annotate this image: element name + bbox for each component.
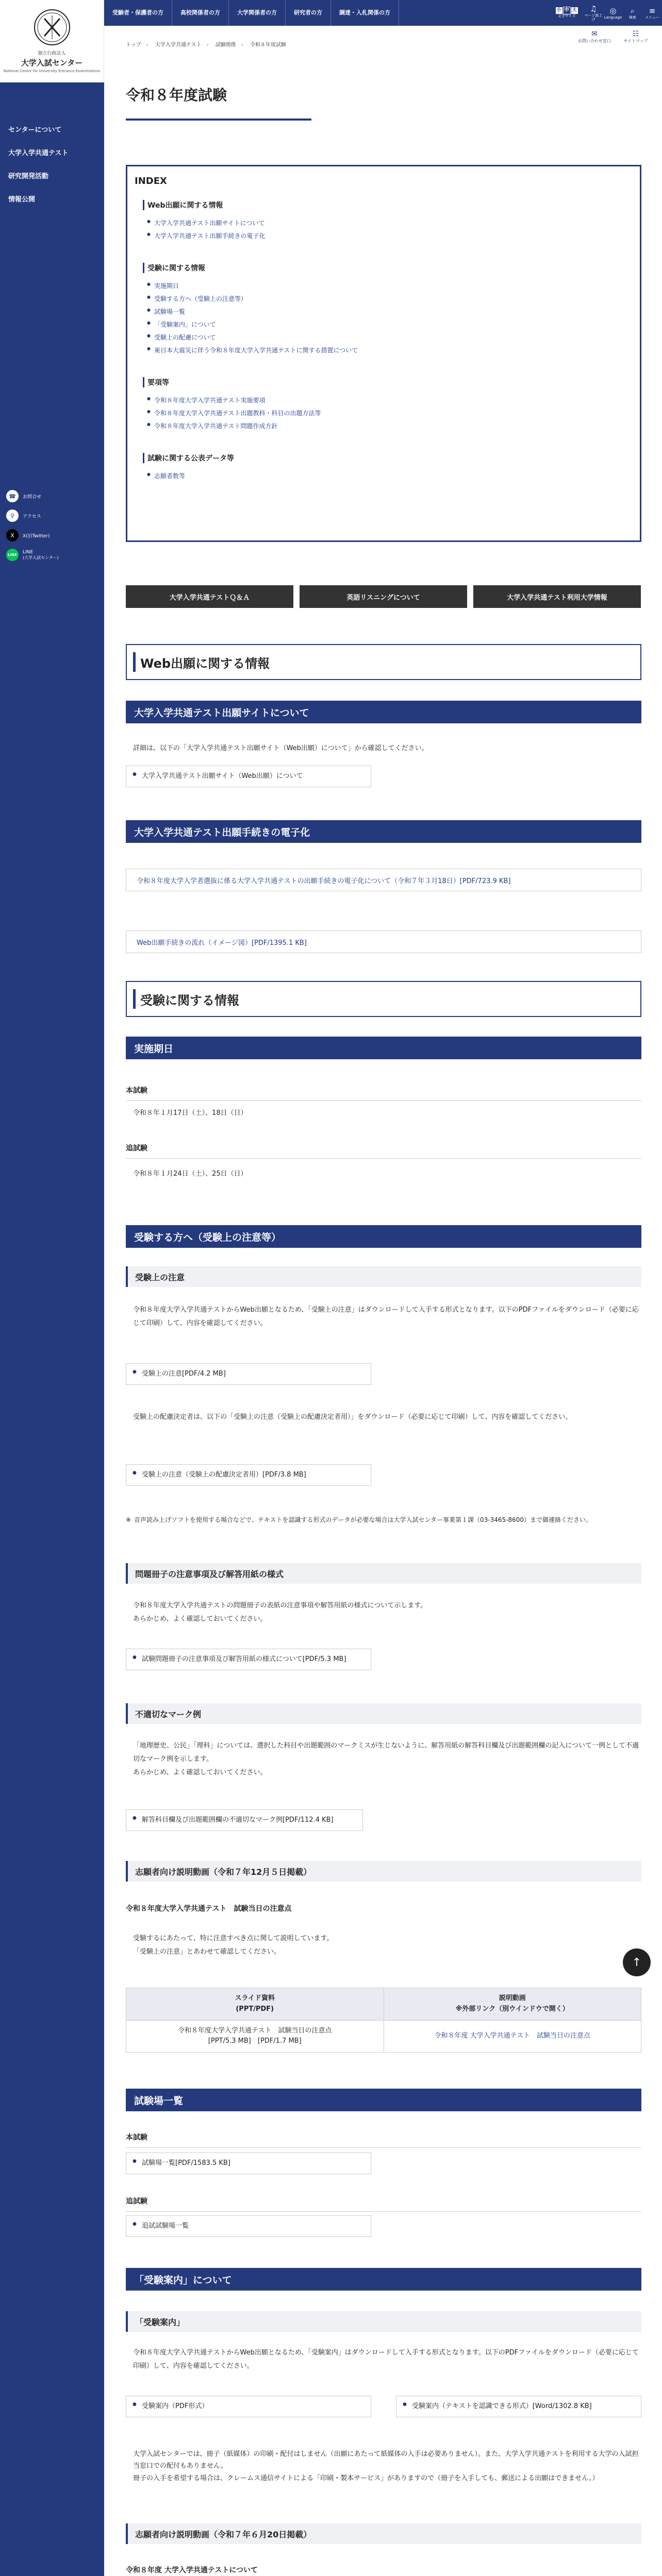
- font-size-mid-button[interactable]: 中: [564, 8, 569, 13]
- index-group-title: Web出願に関する情報: [143, 200, 633, 210]
- venue-main-pdf-link[interactable]: ● 試験場一覧[PDF/1583.5 KB]: [126, 2153, 371, 2174]
- guide-text: 令和８年度大学入学共通テストからWeb出願となるため、「受験案内」はダウンロードして入手する形式となります。以下のPDFファイルをダウンロード（必要に応じて印刷）して、内容を確認してください。: [133, 2349, 639, 2370]
- font-size-label: 文字サイズ: [557, 14, 576, 19]
- sidebar-item-common-test[interactable]: 大学入学共通テスト: [8, 149, 69, 157]
- e-procedure-pdf-link[interactable]: 令和８年度大学入学者選抜に係る大学入学共通テストの出願手続きの電子化について（令和７年３月18日）[PDF/723.9 KB]: [126, 869, 641, 891]
- index-link[interactable]: ● 試験場一覧: [143, 305, 633, 318]
- guide-text-2: 大学入試センターでは、冊子（紙媒体）の印刷・配付はしません（出願にあたって紙媒体の入手は必要ありません）。また、大学入学共通テストを利用する大学の入試担当窓口での配付もありません。 冊子の入手を希望する場合は、クレームス通信サイトによる「印刷・製本サービス」がありますので（冊子を入手しても、郵送による出願はできません。）: [133, 2450, 639, 2482]
- line-logo-icon: LINE: [6, 549, 19, 561]
- guide-video-title: 令和８年度 大学入学共通テストについて: [126, 2566, 258, 2574]
- universities-button[interactable]: 大学入学共通テスト利用大学情報: [473, 585, 641, 608]
- hamburger-icon: ≡: [649, 6, 656, 15]
- notice-text-1: 令和８年度大学入学共通テストからWeb出願となるため、「受験上の注意」はダウンロードして入手する形式となります。以下のPDFファイルをダウンロード（必要に応じて印刷）して、内容を確認してください。: [133, 1306, 639, 1327]
- logo-emblem-icon: [33, 8, 71, 46]
- index-link[interactable]: ● 大学入学共通テスト出願手続きの電子化: [143, 229, 633, 242]
- booklet-text: 令和８年度大学入学共通テストの問題冊子の表紙の注意事項や解答用紙の様式について示します。 あらかじめ、よく確認しておいてください。: [133, 1602, 427, 1623]
- site-link[interactable]: ● 大学入学共通テスト出願サイト（Web出願）について: [126, 766, 371, 787]
- breadcrumb-current: 令和８年度試験: [250, 42, 286, 48]
- sidebar-item-about[interactable]: センターについて: [8, 126, 62, 134]
- topnav-researchers[interactable]: 研究者の方: [286, 0, 331, 26]
- index-group-title: 試験に関する公表データ等: [143, 453, 633, 463]
- search-icon: ⌕: [630, 6, 635, 15]
- site-logo[interactable]: [0, 0, 104, 82]
- sidebar-line-link[interactable]: LINE LINE (大学入試センター): [0, 545, 104, 565]
- font-size-large-button[interactable]: 大: [572, 8, 577, 13]
- index-link[interactable]: ● 志願者数等: [143, 469, 633, 482]
- index-link[interactable]: ● 令和８年度大学入学共通テスト問題作成方針: [143, 419, 633, 432]
- e-procedure-heading: 大学入学共通テスト出願手続きの電子化: [126, 820, 641, 843]
- index-link[interactable]: ● 受験上の配慮について: [143, 331, 633, 344]
- video-link-cell[interactable]: 令和８年度 大学入学共通テスト 試験当日の注意点: [384, 2020, 641, 2053]
- video-table: [126, 1988, 641, 2053]
- video-title: 令和８年度大学入学共通テスト 試験当日の注意点: [126, 1905, 292, 1913]
- breadcrumb: トップ › 大学入学共通テスト › 試験関係 › 令和８年度試験: [126, 42, 286, 48]
- sidebar-nav: [0, 117, 104, 210]
- sidebar-links: [0, 486, 104, 565]
- sidebar-x-link[interactable]: X X(旧Twitter): [0, 526, 104, 545]
- date-heading: 実施期日: [126, 1037, 641, 1059]
- index-link[interactable]: ● 受験する方へ（受験上の注意等）: [143, 292, 633, 305]
- video-table-header-video: 説明動画 ※外部リンク（別ウインドウで開く）: [384, 1988, 641, 2021]
- qa-button[interactable]: 大学入学共通テストＱ＆Ａ: [126, 585, 293, 608]
- index-group-title: 受験に関する情報: [143, 263, 633, 273]
- guide-video-subheading: 志願者向け説明動画（令和７年６月20日掲載）: [126, 2523, 641, 2544]
- menu-button[interactable]: ≡ メニュー: [642, 6, 662, 20]
- booklet-pdf-link[interactable]: ● 試験問題冊子の注意事項及び解答用紙の様式について[PDF/5.3 MB]: [126, 1649, 371, 1670]
- index-group-web: [143, 200, 633, 242]
- booklet-subheading: 問題冊子の注意事項及び解答用紙の様式: [126, 1563, 641, 1584]
- arrow-up-icon: ↑: [632, 1956, 642, 1969]
- sidebar-item-research[interactable]: 研究開発活動: [8, 173, 49, 180]
- venue-retake-link[interactable]: ● 追試試験場一覧: [126, 2215, 371, 2237]
- topnav-university[interactable]: 大学関係者の方: [229, 0, 286, 26]
- top-nav-bar: [104, 0, 662, 26]
- notice-text-2: 受験上の配慮決定者は、以下の「受験上の注意（受験上の配慮決定者用）」をダウンロード（必要に応じて印刷）して、内容を確認してください。: [133, 1413, 572, 1421]
- venue-retake-label: 追試験: [126, 2196, 641, 2212]
- notice-subheading: 受験上の注意: [126, 1266, 641, 1287]
- listening-button[interactable]: 英語リスニングについて: [300, 585, 467, 608]
- retake-exam-label: 追試験: [126, 1143, 641, 1159]
- utility-links: [576, 30, 654, 43]
- logo-english: National Center for University Entrance Examinations: [3, 69, 101, 73]
- index-box: [126, 165, 641, 542]
- font-size-small-button[interactable]: 小: [556, 8, 561, 13]
- video-slides-cell[interactable]: 令和８年度大学入学共通テスト 試験当日の注意点 [PPT/5.3 MB] [PDF/1.7 MB]: [126, 2020, 384, 2053]
- contact-window-link[interactable]: ✉ お問い合わせ窓口: [576, 30, 613, 43]
- index-heading: INDEX: [135, 176, 167, 187]
- section-exam-title: 受験に関する情報: [126, 981, 641, 1017]
- reader-note: ※ 音声読み上げソフトを使用する場合などで、テキストを認識する形式のデータが必要な場合は大学入試センター事業第１課（03-3465-8600）まで御連絡ください。: [126, 1514, 641, 1526]
- index-link[interactable]: ● 令和８年度大学入学共通テスト出題教科・科目の出題方法等: [143, 406, 633, 419]
- reader-button[interactable]: ♫ ページ読上げ: [584, 4, 603, 22]
- video-table-header-slides: スライド資料 (PPT/PDF): [126, 1988, 384, 2021]
- index-group-docs: [143, 377, 633, 432]
- header-tools: [550, 0, 662, 26]
- site-text: 詳細は、以下の「大学入学共通テスト出願サイト（Web出願）について」から確認してください。: [133, 744, 428, 752]
- logo-subtitle: 独立行政法人: [38, 51, 66, 56]
- site-heading: 大学入学共通テスト出願サイトについて: [126, 701, 641, 723]
- font-size-switcher: [550, 7, 584, 18]
- breadcrumb-common-test[interactable]: 大学入学共通テスト: [155, 42, 202, 48]
- index-group-exam: [143, 263, 633, 357]
- sitemap-link[interactable]: ☷ サイトマップ: [618, 30, 654, 43]
- breadcrumb-exam[interactable]: 試験関係: [215, 42, 236, 48]
- quick-buttons: [126, 585, 641, 608]
- index-group-title: 要項等: [143, 377, 633, 387]
- topnav-procurement[interactable]: 調達・入札関係の方: [331, 0, 399, 26]
- venue-main-label: 本試験: [126, 2132, 641, 2148]
- logo-name: 大学入試センター: [21, 58, 83, 67]
- phone-icon: ☎: [6, 490, 19, 502]
- index-link[interactable]: ● 「受験案内」について: [143, 318, 633, 331]
- guide-subheading: 「受験案内」: [126, 2311, 641, 2332]
- search-button[interactable]: ⌕ 検索: [623, 6, 642, 20]
- mark-subheading: 不適切なマーク例: [126, 1703, 641, 1724]
- audience-nav: [104, 0, 399, 26]
- venue-heading: 試験場一覧: [126, 2089, 641, 2111]
- language-button[interactable]: ◎ Language: [604, 6, 622, 20]
- mark-pdf-link[interactable]: ● 解答科目欄及び出題範囲欄の不適切なマーク例[PDF/112.4 KB]: [126, 1809, 363, 1831]
- main-exam-date: 令和８年１月17日（土）、18日（日）: [133, 1109, 247, 1117]
- notice-heading: 受験する方へ（受験上の注意等）: [126, 1225, 641, 1248]
- page-title: 令和８年度試験: [126, 87, 227, 104]
- topnav-examinees[interactable]: 受験者・保護者の方: [104, 0, 172, 26]
- index-link[interactable]: ● 大学入学共通テスト出願サイトについて: [143, 216, 633, 229]
- guide-word-link[interactable]: ● 受験案内（テキストを認識できる形式）[Word/1302.8 KB]: [396, 2396, 641, 2417]
- speaker-icon: ♫: [590, 4, 597, 13]
- index-group-data: [143, 453, 633, 482]
- main-exam-label: 本試験: [126, 1085, 641, 1101]
- flow-pdf-link[interactable]: Web出願手続きの流れ（イメージ図）[PDF/1395.1 KB]: [126, 930, 641, 953]
- index-link[interactable]: ● 実施期日: [143, 279, 633, 292]
- back-to-top-button[interactable]: [623, 1948, 651, 1976]
- x-logo-icon: X: [6, 529, 19, 541]
- video-text: 受験するにあたって、特に注意すべき点に関して説明しています。 「受験上の注意」とあわせて確認してください。: [133, 1935, 334, 1956]
- globe-icon: ◎: [609, 6, 617, 15]
- notice-accommodation-pdf-link[interactable]: ● 受験上の注意（受験上の配慮決定者用）[PDF/3.8 MB]: [126, 1464, 371, 1486]
- topnav-highschool[interactable]: 高校関係者の方: [172, 0, 229, 26]
- notice-pdf-link[interactable]: ● 受験上の注意[PDF/4.2 MB]: [126, 1363, 371, 1385]
- index-link[interactable]: ● 東日本大震災に伴う令和８年度大学入学共通テストに関する措置について: [143, 344, 633, 357]
- index-link[interactable]: ● 令和８年度大学入学共通テスト実施要項: [143, 394, 633, 406]
- section-web-title: Web出願に関する情報: [126, 644, 641, 680]
- guide-pdf-link[interactable]: ● 受験案内（PDF形式）: [126, 2396, 371, 2417]
- map-pin-icon: ⚲: [6, 510, 19, 522]
- mark-text: 「地理歴史、公民」「理科」については、選択した科目や出題範囲のマークミスが生じないように、解答用紙の解答科目欄及び出題範囲欄の記入について一例として不適切なマーク例を示します。 あらかじめ、よく確認しておいてください。: [133, 1742, 639, 1776]
- sidebar-access-link[interactable]: ⚲ アクセス: [0, 506, 104, 526]
- video-subheading: 志願者向け説明動画（令和７年12月５日掲載）: [126, 1861, 641, 1882]
- title-underline: [126, 118, 311, 121]
- sidebar-item-disclosure[interactable]: 情報公開: [8, 196, 36, 204]
- sidebar-contact-link[interactable]: ☎ お問合せ: [0, 486, 104, 506]
- mail-icon: ✉: [591, 30, 598, 38]
- breadcrumb-home[interactable]: トップ: [126, 42, 141, 48]
- left-sidebar: [0, 0, 104, 2576]
- sitemap-icon: ☷: [632, 30, 639, 38]
- guide-heading: 「受験案内」について: [126, 2268, 641, 2291]
- retake-exam-date: 令和８年１月24日（土）、25日（日）: [133, 1170, 247, 1178]
